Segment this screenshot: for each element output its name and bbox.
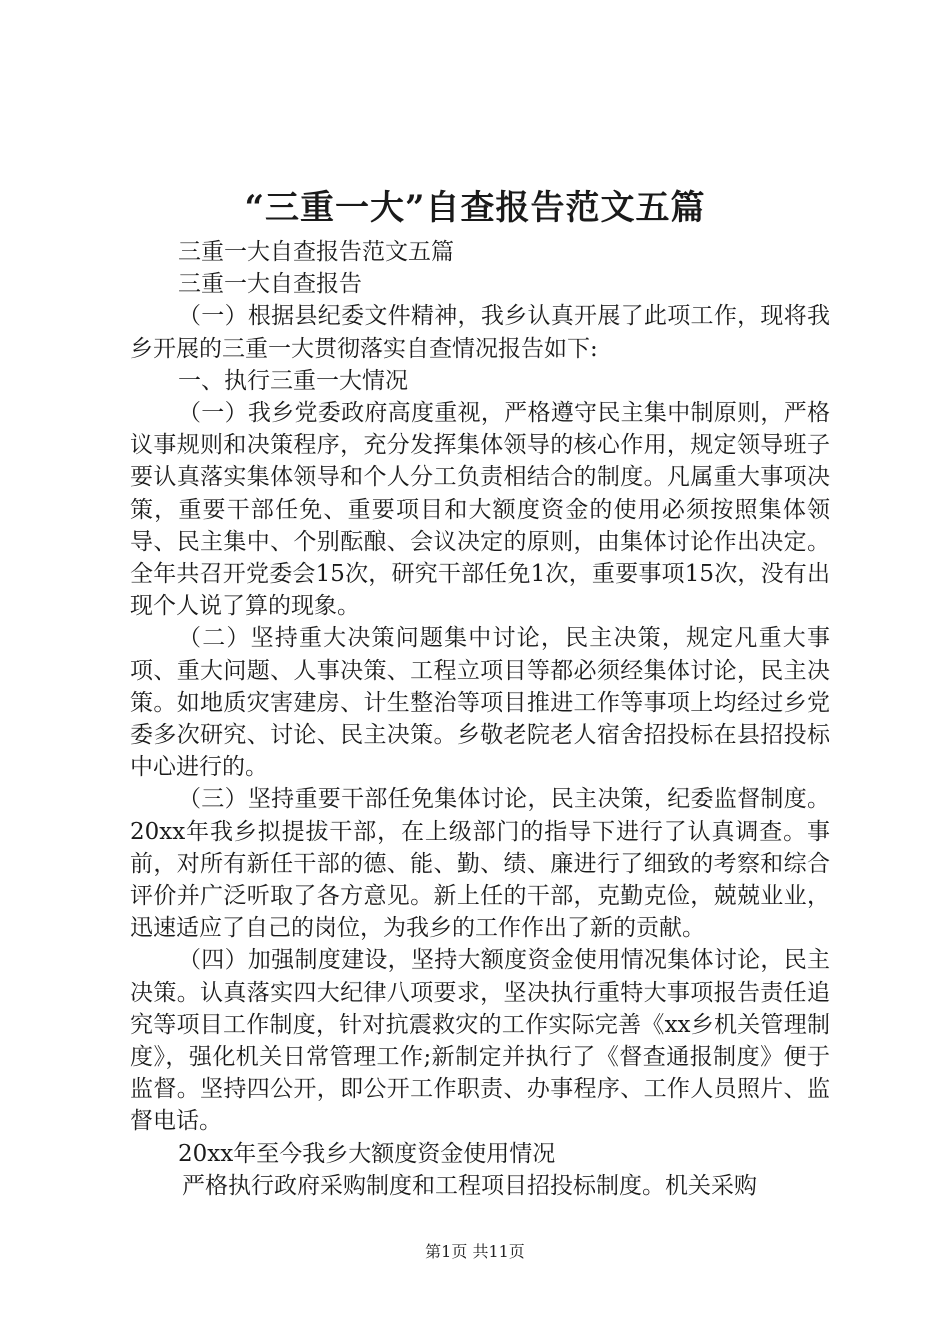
document-title: “三重一大”自查报告范文五篇 [244,188,706,228]
document-body [130,236,830,1202]
page-footer: 第1页 共11页 [425,1242,525,1261]
paragraph-item-3: （三）坚持重要干部任免集体讨论，民主决策，纪委监督制度。20xx年我乡拟提拔干部，在上级部门的指导下进行了认真调查。事前，对所有新任干部的德、能、勤、绩、廉进行了细致的考察和综合评价并广泛听取了各方意见。新上任的干部，克勤克俭，兢兢业业，迅速适应了自己的岗位，为我乡的工作作出了新的贡献。 [130,786,830,942]
paragraph-item-2: （二）坚持重大决策问题集中讨论，民主决策，规定凡重大事项、重大问题、人事决策、工程立项目等都必须经集体讨论，民主决策。如地质灾害建房、计生整治等项目推进工作等事项上均经过乡党委多次研究、讨论、民主决策。乡敬老院老人宿舍招投标在县招投标中心进行的。 [130,625,830,781]
paragraph-procurement: 严格执行政府采购制度和工程项目招投标制度。机关采购 [182,1172,757,1199]
paragraph-report-heading: 三重一大自查报告 [178,271,362,298]
section-heading-funds: 20xx年至今我乡大额度资金使用情况 [178,1140,556,1167]
section-heading-1: 一、执行三重一大情况 [178,367,408,394]
paragraph-intro: （一）根据县纪委文件精神，我乡认真开展了此项工作，现将我乡开展的三重一大贯彻落实自查情况报告如下: [130,303,830,362]
paragraph-subtitle: 三重一大自查报告范文五篇 [178,239,454,265]
paragraph-item-4: （四）加强制度建设，坚持大额度资金使用情况集体讨论，民主决策。认真落实四大纪律八项要求，坚决执行重特大事项报告责任追究等项目工作制度，针对抗震救灾的工作实际完善《xx乡机关管理制度》，强化机关日常管理工作;新制定并执行了《督查通报制度》便于监督。坚持四公开，即公开工作职责、办事程序、工作人员照片、监督电话。 [130,947,830,1135]
paragraph-item-1: （一）我乡党委政府高度重视，严格遵守民主集中制原则，严格议事规则和决策程序，充分发挥集体领导的核心作用，规定领导班子要认真落实集体领导和个人分工负责相结合的制度。凡属重大事项决策，重要干部任免、重要项目和大额度资金的使用必须按照集体领导、民主集中、个别酝酿、会议决定的原则，由集体讨论作出决定。全年共召开党委会15次，研究干部任免1次，重要事项15次，没有出现个人说了算的现象。 [130,400,830,620]
